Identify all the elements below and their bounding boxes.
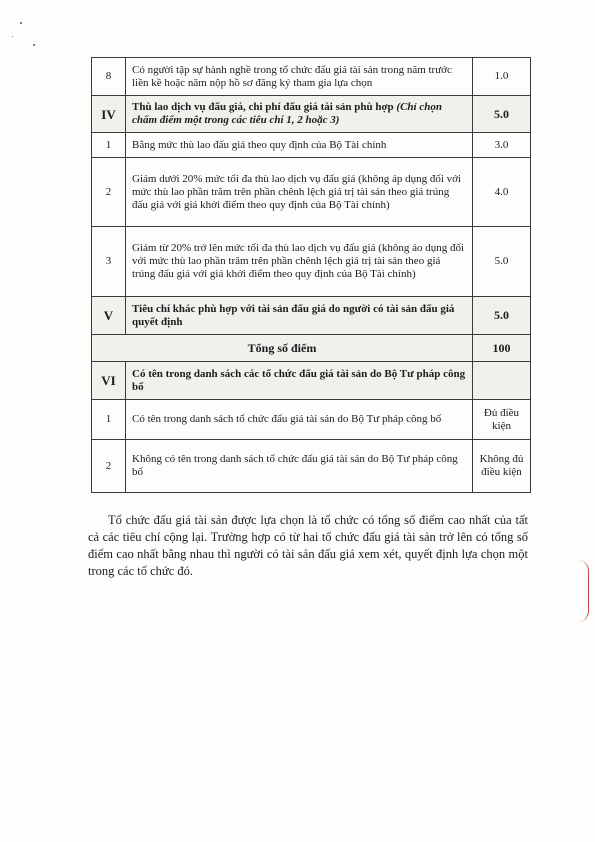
selection-rule-paragraph: Tổ chức đấu giá tài sản được lựa chọn là tổ chức có tổng số điểm cao nhất của tất cả các tiêu chí cộng lại. Trường hợp có từ hai tổ chức đấu giá tài sản trở lên có tổng số điểm cao nhất bằng nhau thì người có tài sản đấu giá xem xét, quyết định lựa chọn một trong các tổ chức đó. [88,513,528,578]
table-row [92,440,531,493]
criterion-points: 4.0 [473,158,531,227]
criterion-points: 3.0 [473,133,531,158]
section-title: Tiêu chí khác phù hợp với tài sản đấu giá do người có tài sản đấu giá quyết định [126,297,473,335]
table-row [92,58,531,96]
section-title [126,96,473,133]
criterion-text: Có người tập sự hành nghề trong tổ chức đấu giá tài sản trong năm trước liền kề hoặc năm nộp hồ sơ đăng ký tham gia lựa chọn [126,58,473,96]
criterion-text: Bằng mức thù lao đấu giá theo quy định của Bộ Tài chính [126,133,473,158]
section-number: IV [92,96,126,133]
section-row [92,297,531,335]
section-number: V [92,297,126,335]
total-label: Tổng số điểm [92,335,473,362]
row-number: 1 [92,133,126,158]
total-row [92,335,531,362]
section-note: (Chỉ chọn chấm điểm một trong các tiêu chí 1, 2 hoặc 3) [132,101,442,126]
section-points [473,362,531,400]
section-title: Có tên trong danh sách các tổ chức đấu giá tài sản do Bộ Tư pháp công bố [126,362,473,400]
section-row [92,96,531,133]
scan-speck [20,22,22,24]
criterion-points: 5.0 [473,227,531,297]
criterion-text: Giảm dưới 20% mức tối đa thù lao dịch vụ đấu giá (không áp dụng đối với mức thù lao phần trăm trên phần chênh lệch giá trị tài sản theo giá trúng đấu giá với giá khởi điểm theo quy định của Bộ Tài chính) [126,158,473,227]
row-number: 2 [92,440,126,493]
row-number: 3 [92,227,126,297]
section-points: 5.0 [473,297,531,335]
table-row [92,400,531,440]
scan-speck [33,44,35,46]
scan-speck [12,36,13,37]
criterion-text: Không có tên trong danh sách tổ chức đấu giá tài sản do Bộ Tư pháp công bố [126,440,473,493]
table-row [92,133,531,158]
row-number: 8 [92,58,126,96]
section-number: VI [92,362,126,400]
margin-pen-mark [578,560,589,622]
table-row [92,158,531,227]
criterion-points: 1.0 [473,58,531,96]
criterion-points: Đủ điều kiện [473,400,531,440]
row-number: 2 [92,158,126,227]
criterion-text: Giảm từ 20% trở lên mức tối đa thù lao dịch vụ đấu giá (không áo dụng đối với mức thù lao phần trăm trên phần chênh lệch giá trị tài sản theo giá trúng đấu giá với giá khởi điểm theo quy định của Bộ Tài chính) [126,227,473,297]
criterion-text: Có tên trong danh sách tổ chức đấu giá tài sản do Bộ Tư pháp công bố [126,400,473,440]
section-points: 5.0 [473,96,531,133]
total-points: 100 [473,335,531,362]
criterion-points: Không đủ điều kiện [473,440,531,493]
row-number: 1 [92,400,126,440]
section-title-text: Thù lao dịch vụ đấu giá, chi phí đấu giá tài sản phù hợp [132,101,394,113]
criteria-table [91,57,531,493]
table-row [92,227,531,297]
section-row [92,362,531,400]
